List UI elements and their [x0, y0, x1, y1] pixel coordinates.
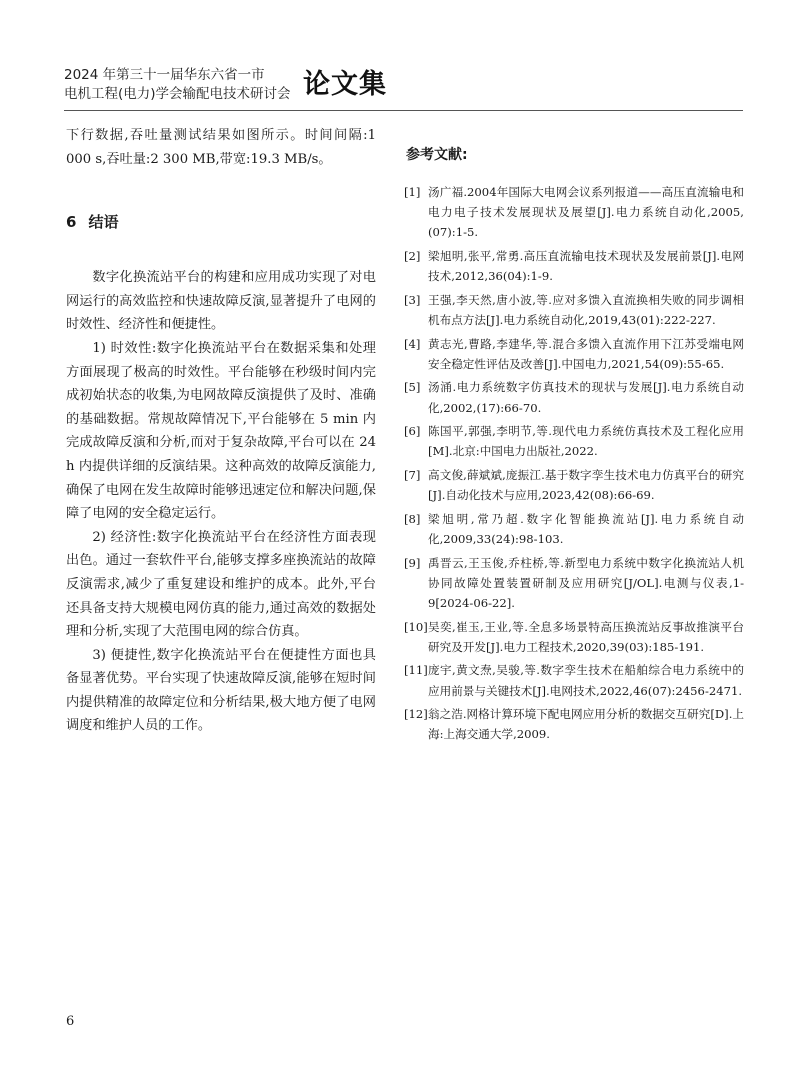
reference-number: [9]: [404, 555, 421, 570]
references-heading: 参考文献:: [406, 147, 468, 163]
reference-list: [404, 182, 744, 745]
reference-number: [11]: [404, 663, 428, 678]
header-line-2: 电机工程(电力)学会输配电技术研讨会: [64, 86, 291, 102]
reference-item: [404, 246, 744, 286]
reference-item: [404, 182, 744, 243]
reference-number: [6]: [404, 424, 421, 439]
reference-item: [404, 704, 744, 744]
reference-number: [12]: [404, 707, 428, 722]
reference-number: [8]: [404, 511, 421, 526]
reference-item: [404, 334, 744, 374]
reference-text: 王强,李天然,唐小波,等.应对多馈入直流换相失败的同步调相机布点方法[J].电力系统自动化,2019,43(01):222-227.: [428, 292, 744, 327]
left-column: [66, 124, 376, 738]
reference-text: 梁旭明,张平,常勇.高压直流输电技术现状及发展前景[J].电网技术,2012,36(04):1-9.: [428, 249, 744, 284]
section-heading: [66, 211, 376, 232]
reference-number: [4]: [404, 336, 421, 351]
reference-text: 梁旭明,常乃超.数字化智能换流站[J].电力系统自动化,2009,33(24):98-103.: [428, 511, 744, 546]
header-proceedings-title: 论文集: [303, 69, 387, 100]
reference-text: 翁之浩.网格计算环境下配电网应用分析的数据交互研究[D].上海:上海交通大学,2009.: [428, 707, 744, 742]
reference-text: 汤涌.电力系统数字仿真技术的现状与发展[J].电力系统自动化,2002,(17):66-70.: [428, 380, 744, 415]
reference-item: [404, 509, 744, 549]
header-divider: [64, 110, 743, 111]
lead-paragraph: 下行数据,吞吐量测试结果如图所示。时间间隔:1 000 s,吞吐量:2 300 MB,带宽:19.3 MB/s。: [66, 128, 376, 167]
reference-text: 庞宇,黄文焘,吴骏,等.数字孪生技术在船舶综合电力系统中的应用前景与关键技术[J].电网技术,2022,46(07):2456-2471.: [428, 663, 744, 698]
conclusion-paragraph-3: 2) 经济性:数字化换流站平台在经济性方面表现出色。通过一套软件平台,能够支撑多座换流站的故障反演需求,减少了重复建设和维护的成本。此外,平台还具备支持大规模电网仿真的能力,通过高效的数据处理和分析,实现了大范围电网的综合仿真。: [66, 529, 376, 640]
reference-item: [404, 553, 744, 614]
reference-number: [1]: [404, 185, 421, 199]
reference-text: 吴奕,崔玉,王业,等.全息多场景特高压换流站反事故推演平台研究及开发[J].电力工程技术,2020,39(03):185-191.: [428, 619, 744, 654]
right-column: [404, 144, 744, 748]
reference-number: [3]: [404, 292, 421, 307]
conclusion-paragraph-2: 1) 时效性:数字化换流站平台在数据采集和处理方面展现了极高的时效性。平台能够在秒级时间内完成初始状态的收集,为电网故障反演提供了及时、准确的基础数据。常规故障情况下,平台能够在 5 min 内完成故障反演和分析,而对于复杂故障,平台可以在 24 h 内提供详细的反演结果。这种高效的故障反演能力,确保了电网在发生故障时能够迅速定位和解决问题,保障了电网的安全稳定运行。: [66, 340, 376, 522]
reference-number: [7]: [404, 467, 421, 482]
reference-item: [404, 421, 744, 461]
reference-text: 黄志光,曹路,李建华,等.混合多馈入直流作用下江苏受端电网安全稳定性评估及改善[J].中国电力,2021,54(09):55-65.: [428, 336, 744, 371]
reference-number: [2]: [404, 249, 421, 263]
reference-item: [404, 290, 744, 330]
reference-text: 陈国平,郭强,李明节,等.现代电力系统仿真技术及工程化应用[M].北京:中国电力出版社,2022.: [428, 424, 744, 459]
reference-item: [404, 660, 744, 700]
section-number: 6: [66, 213, 77, 232]
reference-text: 高文俊,薛斌斌,庞振江.基于数字孪生技术电力仿真平台的研究[J].自动化技术与应用,2023,42(08):66-69.: [428, 467, 744, 503]
reference-item: [404, 617, 744, 657]
running-header: [64, 66, 744, 106]
conclusion-paragraph-1: 数字化换流站平台的构建和应用成功实现了对电网运行的高效监控和快速故障反演,显著提升了电网的时效性、经济性和便捷性。: [66, 270, 376, 333]
reference-item: [404, 377, 744, 417]
header-line-1: 2024 年第三十一届华东六省一市: [64, 67, 265, 83]
reference-text: 禹晋云,王玉俊,乔柱桥,等.新型电力系统中数字化换流站人机协同故障处置装置研制及应用研究[J/OL].电测与仪表,1-9[2024-06-22].: [428, 555, 744, 610]
reference-number: [5]: [404, 380, 421, 395]
reference-item: [404, 465, 744, 505]
section-title: 结语: [88, 213, 119, 232]
conclusion-paragraph-4: 3) 便捷性,数字化换流站平台在便捷性方面也具备显著优势。平台实现了快速故障反演,能够在短时间内提供精准的故障定位和分析结果,极大地方便了电网调度和维护人员的工作。: [66, 647, 376, 734]
reference-number: [10]: [404, 619, 428, 634]
reference-text: 汤广福.2004年国际大电网会议系列报道——高压直流输电和电力电子技术发展现状及展望[J].电力系统自动化,2005,(07):1-5.: [428, 185, 744, 240]
page-number: 6: [66, 1014, 75, 1029]
